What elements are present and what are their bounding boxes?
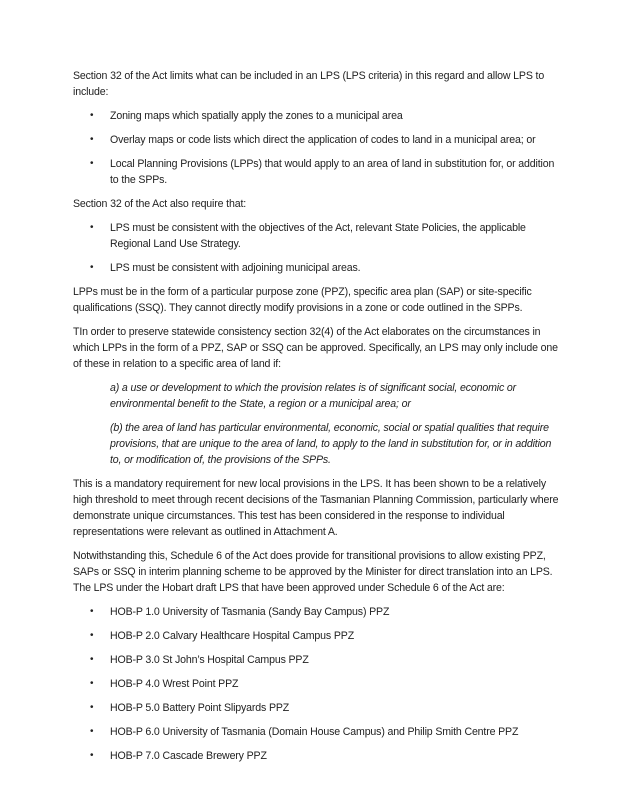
approved-ppz-list [73, 604, 563, 764]
document-page [73, 68, 563, 772]
bullet-icon: • [90, 158, 94, 169]
lps-includes-list [73, 108, 563, 188]
bullet-icon: • [90, 750, 94, 761]
paragraph-section32-require: Section 32 of the Act also require that: [73, 198, 247, 210]
paragraph-lpp-form: LPPs must be in the form of a particular purpose zone (PPZ), specific area plan (SAP) or site-specific qualifications (SSQ). They cannot directly modify provisions in a zone or code outlined in the SPPs. [73, 286, 532, 314]
paragraph-mandatory-requirement: This is a mandatory requirement for new local provisions in the LPS. It has been shown to be a relatively high threshold to meet through recent decisions of the Tasmanian Planning Commission, particularly where demonstrate unique circumstances. This test has been considered in the response to individual representations were relevant as outlined in Attachment A. [73, 478, 559, 538]
bullet-icon: • [90, 654, 94, 665]
bullet-icon: • [90, 222, 94, 233]
bullet-icon: • [90, 110, 94, 121]
list-item: • HOB-P 6.0 University of Tasmania (Domain House Campus) and Philip Smith Centre PPZ [90, 726, 519, 738]
quote-a: a) a use or development to which the provision relates is of significant social, economic or environmental benefit to the State, a region or a municipal area; or [110, 382, 517, 410]
lps-requirements-list [73, 220, 563, 276]
bullet-icon: • [90, 630, 94, 641]
list-item: • HOB-P 2.0 Calvary Healthcare Hospital Campus PPZ [90, 630, 355, 642]
bullet-icon: • [90, 262, 94, 273]
list-item: • HOB-P 1.0 University of Tasmania (Sandy Bay Campus) PPZ [90, 606, 390, 618]
paragraph-section32-limits: Section 32 of the Act limits what can be included in an LPS (LPS criteria) in this regard and allow LPS to include: [73, 70, 545, 98]
list-item: • Overlay maps or code lists which direct the application of codes to land in a municipal area; or [90, 134, 536, 146]
list-item: • HOB-P 5.0 Battery Point Slipyards PPZ [90, 702, 290, 714]
list-item: • LPS must be consistent with adjoining municipal areas. [90, 262, 361, 274]
list-item: • HOB-P 3.0 St John’s Hospital Campus PPZ [90, 654, 309, 666]
bullet-icon: • [90, 134, 94, 145]
bullet-icon: • [90, 678, 94, 689]
bullet-icon: • [90, 702, 94, 713]
paragraph-schedule6: Notwithstanding this, Schedule 6 of the Act does provide for transitional provisions to allow existing PPZ, SAPs or SSQ in interim planning scheme to be approved by the Minister for direct translation into an LPS. The LPS under the Hobart draft LPS that have been approved under Schedule 6 of the Act are: [73, 550, 553, 594]
list-item: • HOB-P 7.0 Cascade Brewery PPZ [90, 750, 267, 762]
paragraph-statewide-consistency: TIn order to preserve statewide consistency section 32(4) of the Act elaborates on the circumstances in which LPPs in the form of a PPZ, SAP or SSQ can be approved. Specifically, an LPS may only include one of these in relation to a specific area of land if: [73, 326, 558, 370]
list-item: • Zoning maps which spatially apply the zones to a municipal area [90, 110, 403, 122]
list-item: • LPS must be consistent with the objectives of the Act, relevant State Policies, the applicable Regional Land Use Strategy. [90, 222, 526, 250]
list-item: • HOB-P 4.0 Wrest Point PPZ [90, 678, 239, 690]
list-item: • Local Planning Provisions (LPPs) that would apply to an area of land in substitution for, or addition to the SPPs. [90, 158, 555, 186]
bullet-icon: • [90, 726, 94, 737]
bullet-icon: • [90, 606, 94, 617]
quote-b: (b) the area of land has particular environmental, economic, social or spatial qualities that require provisions, that are unique to the area of land, to apply to the land in substitution for, or in addition to, or modification of, the provisions of the SPPs. [110, 422, 552, 466]
